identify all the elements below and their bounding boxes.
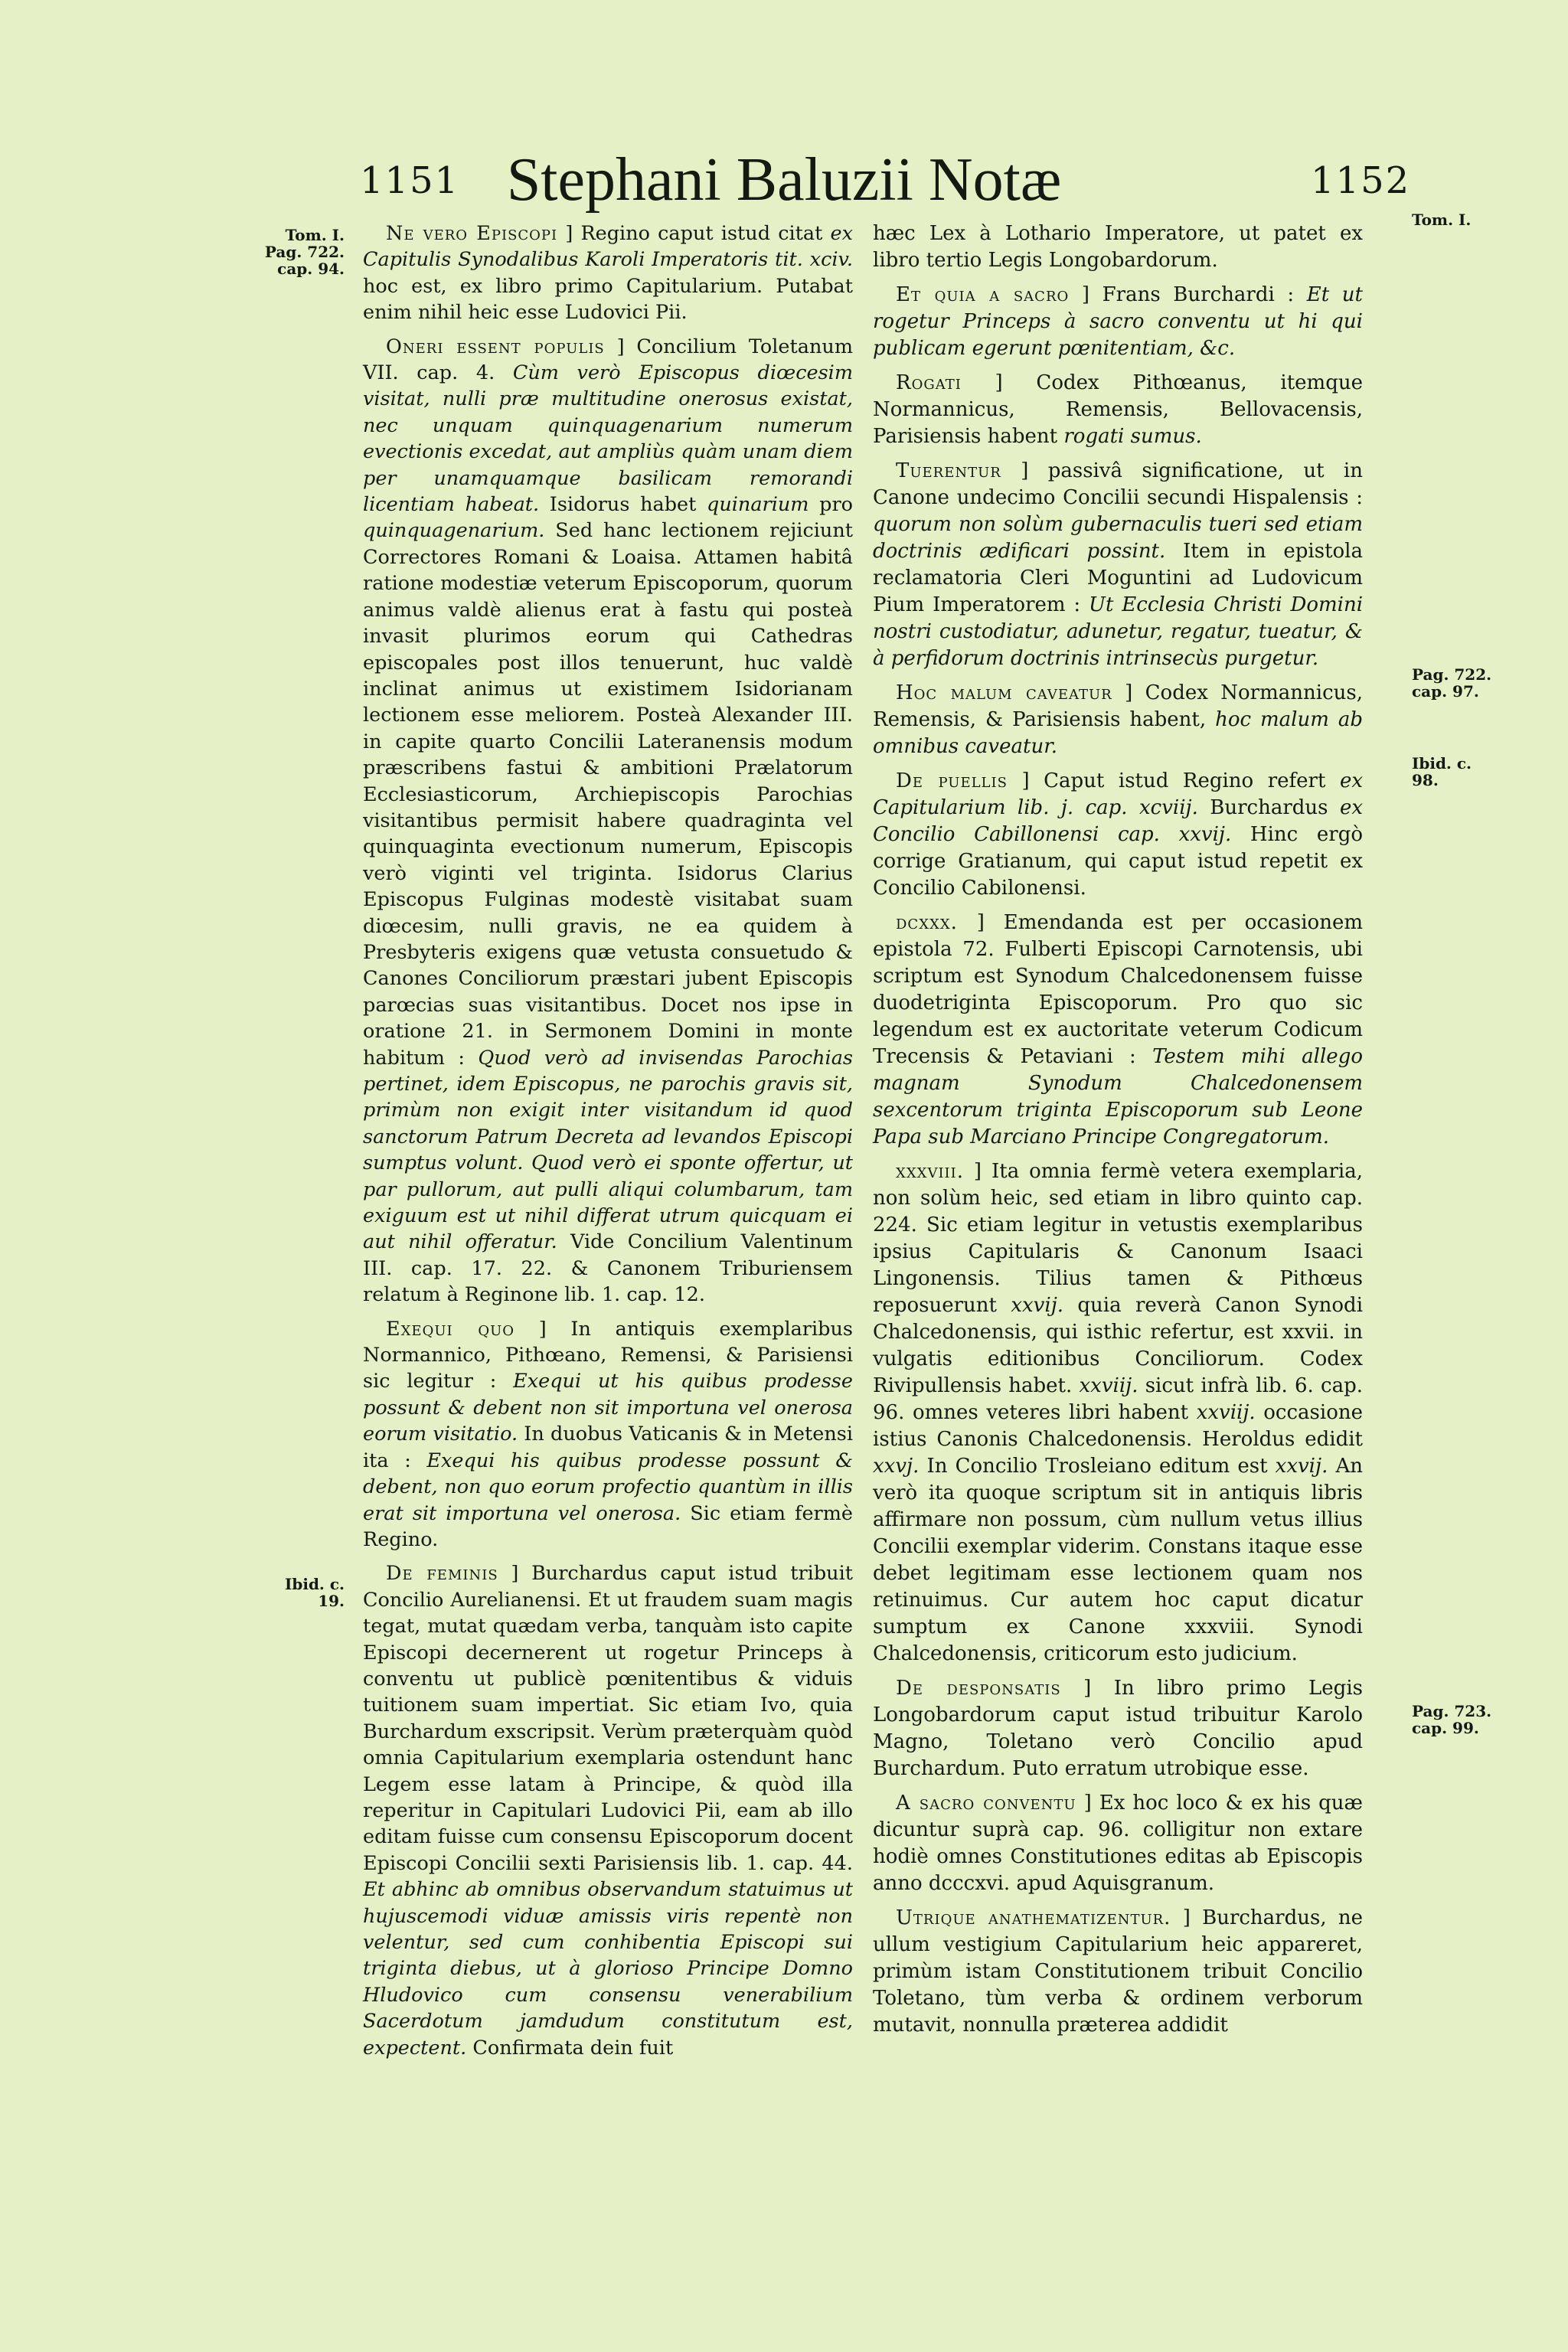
note-text: ] Burchardus, ne ullum vestigium Capitularium heic appareret, primùm istam Constitutionem tribuit Concilio Toletano, tùm verba & ordinem verborum mutavit, nonnulla præterea addidit (873, 1906, 1363, 2037)
note-lemma: dcxxx. (896, 911, 958, 934)
note-lemma: De feminis (386, 1562, 498, 1586)
italic-quotation: xxvij. (1011, 1294, 1064, 1317)
note-text: hæc Lex à Lothario Imperatore, ut patet ex libro tertio Legis Longobardorum. (873, 222, 1363, 272)
note-lemma: De desponsatis (896, 1677, 1061, 1700)
left-text-column (363, 220, 853, 2069)
italic-quotation: Et ut rogetur Princeps à sacro conventu ut hi qui publicam egerunt pœnitentiam, &c. (873, 283, 1363, 360)
italic-quotation: ex Concilio Cabillonensi cap. xxvij. (873, 796, 1363, 846)
margin-note-line: cap. 97. (1412, 682, 1479, 701)
right-page-number: 1152 (1311, 159, 1411, 202)
note-lemma: Hoc malum caveatur (896, 681, 1112, 704)
note-paragraph (363, 1316, 853, 1553)
italic-quotation: Quod verò ad invisendas Parochias pertinet, idem Episcopus, ne parochis gravis sit, primùm non exigit inter visitandum id quod sanctorum Patrum Decreta ad levandos Episcopi sumptus volunt. Quod verò ei sponte offertur, ut par pullorum, aut pulli aliqui columbarum, tam exiguum est ut nihil differat utrum quicquam ei aut nihil offeratur. (363, 1046, 853, 1254)
margin-note-line: Tom. I. (285, 226, 345, 244)
note-lemma: Oneri essent populis (386, 335, 605, 358)
note-lemma: De puellis (896, 769, 1008, 792)
note-text: occasione istius Canonis Chalcedonensis. Heroldus edidit (873, 1401, 1363, 1451)
note-text: ] Burchardus caput istud tribuit Concilio Aurelianensi. Et ut fraudem suam magis tegat, mutat quædam verba, tanquàm isto capite Episcopi decernerent ut rogetur Princeps à conventu ut publicè pœnitentibus & viduis tuitionem suam impertiat. Sic etiam Ivo, quia Burchardum exscripsit. Verùm præterquàm quòd omnia Capitularium exemplaria ostendunt hanc Legem esse latam à Principe, & quòd illa reperitur in Capitulari Ludovici Pii, eam ab illo editam fuisse cum consensu Episcoporum docent Episcopi Concilii sexti Parisiensis lib. 1. cap. 44. (363, 1562, 853, 1875)
note-paragraph (873, 282, 1363, 362)
note-paragraph (363, 1560, 853, 2061)
margin-note-line: Pag. 722. (264, 243, 345, 261)
note-paragraph (873, 680, 1363, 760)
italic-quotation: xxviij. (1079, 1374, 1138, 1397)
italic-quotation: Testem mihi allego magnam Synodum Chalcedonensem sexcentorum triginta Episcoporum sub Leone Papa sub Marciano Principe Congregatorum. (873, 1045, 1363, 1148)
italic-quotation: Et abhinc ab omnibus observandum statuimus ut hujuscemodi viduæ amissis viris repentè non velentur, sed cum conhibentia Episcopi sui triginta diebus, ut à glorioso Principe Domno Hludovico cum consensu venerabilium Sacerdotum jamdudum constitutum est, expectent. (363, 1878, 853, 2060)
note-text: Burchardus (1197, 796, 1340, 819)
note-text: ] In antiquis exemplaribus Normannico, Pithœano, Remensi, & Parisiensi sic legitur : (363, 1317, 853, 1393)
margin-note-right-2 (1412, 666, 1496, 700)
italic-quotation: xxvj. (873, 1455, 920, 1478)
note-text: In duobus Vaticanis & in Metensi ita : (363, 1423, 854, 1472)
note-text: Hinc ergò corrige Gratianum, qui caput istud repetit ex Concilio Cabilonensi. (873, 823, 1364, 900)
note-text: Sed hanc lectionem rejiciunt Correctores Romani & Loaisa. Attamen habitâ ratione modestiæ veterum Episcoporum, quorum animus valdè alienus erat à fastu qui posteà invasit plurimos eorum qui Cathedras episcopales post illos tenuerunt, huc valdè inclinat animus ut existimem Isidorianam lectionem esse meliorem. Posteà Alexander III. in capite quarto Concilii Lateranensis modum præscribens fastui & ambitioni Prælatorum Ecclesiasticorum, Archiepiscopis Parochias visitantibus permisit habere quadraginta vel quinquaginta evectionum numerum, Episcopis verò viginti vel triginta. Isidorus Clarius Episcopus Fulginas modestè visitabat suam diœcesim, nulli gravis, ne ea quidem à Presbyteris exigens quæ vetusta consuetudo & Canones Conciliorum præstari jubent Episcopis parœcias suas visitantibus. Docet nos ipse in oratione 21. in Sermonem Domini in monte habitum : (363, 519, 853, 1070)
note-text: An verò ita quoque scriptum sit in antiquis libris affirmare non possum, cùm nullum vetus illius Concilii exemplar viderim. Constans itaque esse debet legitimam esse lectionem quam nos retinuimus. Cur autem hoc caput dicatur sumptum ex Canone xxxviii. Synodi Chalcedonensis, criticorum esto judicium. (873, 1455, 1363, 1665)
note-text: hoc est, ex libro primo Capitularium. Putabat enim nihil heic esse Ludovici Pii. (363, 274, 853, 325)
note-text: ] Codex Normannicus, Remensis, & Parisiensis habent, (873, 681, 1363, 731)
italic-quotation: ex Capitularium lib. j. cap. xcviij. (873, 769, 1363, 819)
italic-quotation: rogati sumus. (1063, 425, 1202, 448)
italic-quotation: xxvij. (1275, 1455, 1328, 1478)
italic-quotation: hoc malum ab omnibus caveatur. (873, 708, 1363, 758)
note-paragraph (873, 768, 1363, 902)
note-text: ] Ita omnia fermè vetera exemplaria, non solùm heic, sed etiam in libro quinto cap. 224. Sic etiam legitur in vetustis exemplaribus ipsius Capitularis & Canonum Isaaci Lingonensis. Tilius tamen & Pithœus reposuerunt (873, 1160, 1363, 1317)
italic-quotation: Exequi his quibus prodesse possunt & debent, non quo eorum profectio quantùm in illis erat sit importuna vel onerosa. (363, 1449, 853, 1525)
note-text: sicut infrà lib. 6. cap. 96. omnes veteres libri habent (873, 1374, 1363, 1424)
italic-quotation: quinquagenarium. (363, 519, 545, 543)
margin-note-line: Tom. I. (1412, 211, 1472, 229)
margin-note-line: Pag. 723. (1412, 1702, 1492, 1720)
italic-quotation: quorum non solùm gubernaculis tueri sed etiam doctrinis ædificari possint. (873, 513, 1363, 563)
margin-note-line: cap. 94. (277, 260, 345, 278)
note-paragraph (873, 458, 1363, 672)
note-paragraph (363, 220, 853, 326)
margin-note-line: Pag. 722. (1412, 665, 1492, 684)
note-lemma: Ne vero Episcopi (386, 222, 558, 245)
note-lemma: Rogati (896, 371, 962, 394)
note-text: Item in epistola reclamatoria Cleri Moguntini ad Ludovicum Pium Imperatorem : (873, 540, 1363, 616)
italic-quotation: xxviij. (1196, 1401, 1256, 1424)
note-text: ] Emendanda est per occasionem epistola 72. Fulberti Episcopi Carnotensis, ubi scriptum est Synodum Chalcedonensem fuisse duodetriginta Episcoporum. Pro quo sic legendum est ex auctoritate veterum Codicum Trecensis & Petaviani : (873, 911, 1363, 1068)
page-title: Stephani Baluzii Notæ (506, 146, 1062, 214)
note-paragraph (363, 334, 853, 1308)
note-text: ] Codex Pithœanus, itemque Normannicus, Remensis, Bellovacensis, Parisiensis habent (873, 371, 1363, 448)
italic-quotation: Ut Ecclesia Christi Domini nostri custodiatur, adunetur, regatur, tueatur, & à perfidorum doctrinis intrinsecùs purgetur. (873, 593, 1364, 670)
note-text: ] Ex hoc loco & ex his quæ dicuntur suprà cap. 96. colligitur non extare hodiè omnes Constitutiones editas ab Episcopis anno dcccxvi. apud Aquisgranum. (873, 1792, 1363, 1895)
note-paragraph (873, 1675, 1363, 1782)
note-paragraph (873, 220, 1363, 274)
note-lemma: Exequi quo (386, 1317, 515, 1341)
note-lemma: Tuerentur (896, 459, 1001, 482)
note-lemma: A sacro conventu (896, 1792, 1076, 1815)
margin-note-left-2 (260, 1576, 345, 1609)
italic-quotation: ex Capitulis Synodalibus Karoli Imperatoris tit. xciv. (363, 222, 853, 272)
margin-note-right-3 (1412, 755, 1496, 789)
margin-note-left-1 (260, 227, 345, 277)
italic-quotation: Cùm verò Episcopus diœcesim visitat, nulli præ multitudine onerosus existat, nec unquam quinquagenarium numerum evectionis excedat, aut ampliùs quàm unam diem per unamquamque basilicam remorandi licentiam habeat. (363, 361, 853, 517)
note-paragraph (873, 910, 1363, 1151)
note-paragraph (873, 370, 1363, 450)
margin-note-line: Ibid. c. 98. (1412, 754, 1472, 789)
note-text: Vide Concilium Valentinum III. cap. 17. 22. & Canonem Triburiensem relatum à Reginone lib. 1. cap. 12. (363, 1230, 853, 1307)
margin-note-line: cap. 99. (1412, 1719, 1479, 1737)
margin-note-line: Ibid. c. 19. (285, 1575, 345, 1610)
italic-quotation: Exequi ut his quibus prodesse possunt & debent non sit importuna vel onerosa eorum visitatio. (363, 1370, 853, 1446)
note-text: ] Caput istud Regino refert (1007, 769, 1340, 792)
italic-quotation: quinarium (707, 493, 809, 517)
note-text: In Concilio Trosleiano editum est (919, 1455, 1276, 1478)
note-text: quia reverà Canon Synodi Chalcedonensis, qui isthic refertur, est xxvii. in vulgatis editionibus Conciliorum. Codex Rivipullensis habet. (873, 1294, 1364, 1397)
margin-note-right-4 (1412, 1703, 1496, 1736)
right-text-column (873, 220, 1363, 2047)
left-page-number: 1151 (360, 159, 460, 202)
note-text: Sic etiam fermè Regino. (363, 1501, 853, 1551)
note-paragraph (873, 1158, 1363, 1668)
note-text: ] passivâ significatione, ut in Canone undecimo Concilii secundi Hispalensis : (873, 459, 1363, 509)
note-lemma: Utrique anathematizentur. (896, 1906, 1171, 1929)
note-paragraph (873, 1790, 1363, 1897)
note-paragraph (873, 1905, 1363, 2039)
note-text: Confirmata dein fuit (466, 2036, 674, 2060)
running-header (0, 145, 1568, 222)
note-lemma: Et quia a sacro (896, 283, 1070, 306)
note-text: ] Regino caput istud citat (557, 222, 831, 245)
note-text: ] Frans Burchardi : (1069, 283, 1307, 306)
note-lemma: xxxviii. (896, 1160, 965, 1183)
note-text: pro (808, 493, 853, 517)
margin-note-right-1 (1412, 211, 1496, 228)
note-text: ] Concilium Toletanum VII. cap. 4. (363, 335, 853, 385)
note-text: ] In libro primo Legis Longobardorum caput istud tribuitur Karolo Magno, Toletano verò Concilio apud Burchardum. Puto erratum utrobique esse. (873, 1677, 1363, 1780)
note-text: Isidorus habet (539, 493, 707, 517)
